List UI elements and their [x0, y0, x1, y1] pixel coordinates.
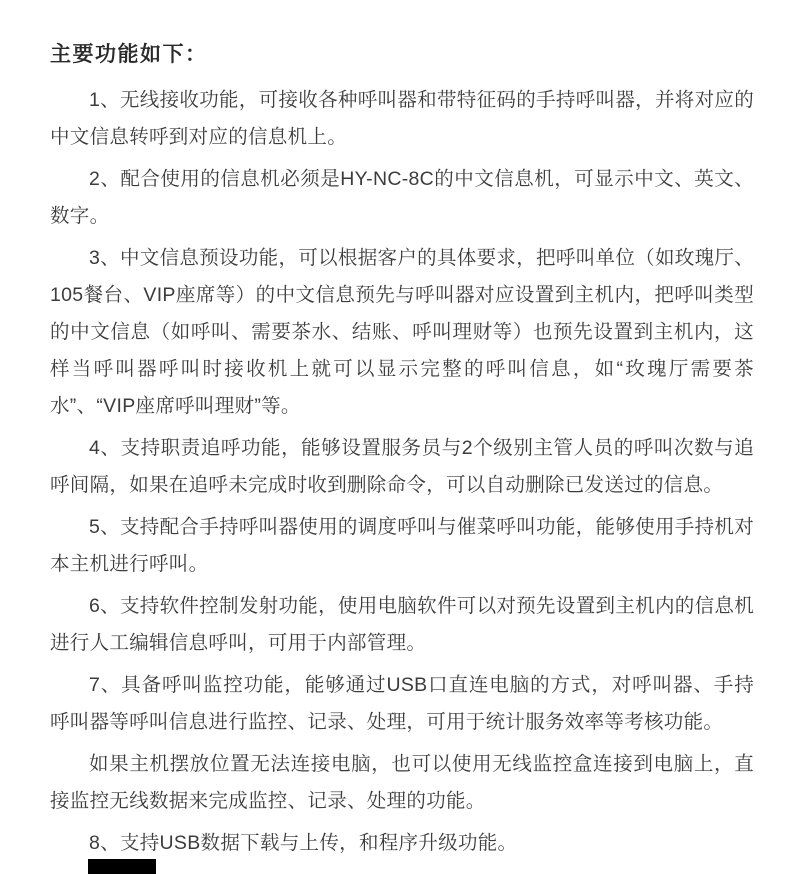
paragraph-feature-2: 2、配合使用的信息机必须是HY-NC-8C的中文信息机，可显示中文、英文、数字。: [50, 168, 754, 227]
paragraph-feature-3: 3、中文信息预设功能，可以根据客户的具体要求，把呼叫单位（如玫瑰厅、105餐台、VIP座席等）的中文信息预先与呼叫器对应设置到主机内，把呼叫类型的中文信息（如呼叫、需要茶水、结账、呼叫理财等）也预先设置到主机内，这样当呼叫器呼叫时接收机上就可以显示完整的呼叫信息，如“玫瑰厅需要茶水”、“VIP座席呼叫理财”等。: [50, 247, 754, 417]
paragraph-feature-7: 7、具备呼叫监控功能，能够通过USB口直连电脑的方式，对呼叫器、手持呼叫器等呼叫信息进行监控、记录、处理，可用于统计服务效率等考核功能。: [50, 674, 754, 733]
paragraph-feature-8: 8、支持USB数据下载与上传，和程序升级功能。: [89, 832, 518, 854]
paragraph-feature-5: 5、支持配合手持呼叫器使用的调度呼叫与催菜呼叫功能，能够使用手持机对本主机进行呼叫。: [50, 516, 754, 575]
paragraph-feature-7-note: 如果主机摆放位置无法连接电脑，也可以使用无线监控盒连接到电脑上，直接监控无线数据来完成监控、记录、处理的功能。: [50, 753, 754, 812]
page-title: 主要功能如下：: [50, 43, 208, 66]
footer-bar: [88, 859, 156, 874]
paragraph-feature-6: 6、支持软件控制发射功能，使用电脑软件可以对预先设置到主机内的信息机进行人工编辑信息呼叫，可用于内部管理。: [50, 595, 754, 654]
paragraph-feature-4: 4、支持职责追呼功能，能够设置服务员与2个级别主管人员的呼叫次数与追呼间隔，如果在追呼未完成时收到删除命令，可以自动删除已发送过的信息。: [50, 437, 754, 496]
paragraph-feature-1: 1、无线接收功能，可接收各种呼叫器和带特征码的手持呼叫器，并将对应的中文信息转呼到对应的信息机上。: [50, 89, 754, 148]
